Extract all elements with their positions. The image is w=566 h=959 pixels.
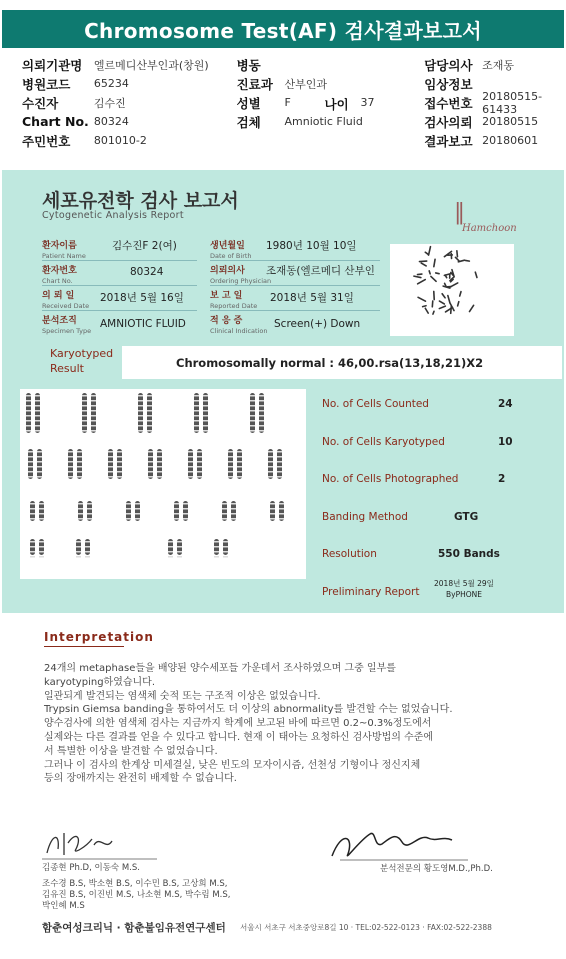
info-row xyxy=(22,74,562,93)
info-label: 주민번호 xyxy=(22,133,71,149)
info-value: 김수진 xyxy=(93,96,126,110)
interpretation-title: Interpretation xyxy=(44,630,154,644)
karyogram-chromosome xyxy=(148,449,153,479)
info-label: 검사의뢰 xyxy=(424,114,473,130)
karyogram-chromosome xyxy=(68,449,73,479)
metaphase-chromosome xyxy=(458,302,459,306)
karyogram-chromosome xyxy=(147,393,152,433)
karyogram-chromosome xyxy=(82,393,87,433)
interpretation-line: 24개의 metaphase들을 배양된 양수세포들 가운데서 조사하였으며 그중 일부를 xyxy=(44,663,396,674)
metaphase-chromosome xyxy=(418,280,426,284)
patient-info-grid xyxy=(22,55,562,150)
metaphase-chromosome xyxy=(414,276,421,277)
karyogram-chromosome xyxy=(37,449,42,479)
metaphase-chromosome xyxy=(465,260,469,261)
info-value: 20180601 xyxy=(482,134,539,147)
metaphase-chromosome xyxy=(431,276,436,281)
karyogram-chromosome xyxy=(228,449,233,479)
stat-label: No. of Cells Counted xyxy=(322,398,429,410)
logo-text: Hamchoon xyxy=(462,223,517,234)
info-label: 임상정보 xyxy=(424,76,473,92)
info-value: 801010-2 xyxy=(93,134,147,147)
physician-value: 조재동(엘르메디 산부인 xyxy=(266,265,375,277)
karyogram-chromosome xyxy=(237,449,242,479)
indication-value: Screen(+) Down xyxy=(274,318,361,330)
karyogram-chromosome xyxy=(91,393,96,433)
karyotyped-result-label: Karyotyped Result xyxy=(50,347,114,375)
metaphase-chromosome xyxy=(455,257,459,261)
metaphase-chromosome xyxy=(425,308,428,313)
karyogram-chromosome xyxy=(277,449,282,479)
karyogram-chromosome xyxy=(117,449,122,479)
indication-label: 적 응 증 Clinical Indication xyxy=(210,316,268,335)
info-value: 20180515 xyxy=(482,115,539,128)
interpretation-line: 서 특별한 이상을 발견할 수 없었습니다. xyxy=(44,745,218,757)
metaphase-chromosome xyxy=(460,292,461,296)
metaphase-chromosome xyxy=(439,306,445,308)
physician-label: 의뢰의사 Ordering Physician xyxy=(210,266,272,285)
karyogram-chromosome xyxy=(28,449,33,479)
metaphase-chromosome xyxy=(419,261,426,262)
footer-org: 함춘여성크리닉 · 함춘불임유전연구센터 xyxy=(42,922,226,934)
interpretation-line: Trypsin Giemsa banding을 통하여서도 더 이상의 abnormality를 발견할 수는 없었습니다. xyxy=(44,704,453,716)
staff-line-2: 김유진 B.S, 이진빈 M.S, 나소현 M.S, 박수림 M.S, xyxy=(42,890,231,900)
info-value: 80324 xyxy=(93,115,129,128)
age-value: 37 xyxy=(360,96,375,109)
received-date-value: 2018년 5월 16일 xyxy=(100,292,184,304)
info-label: 결과보고 xyxy=(424,133,473,149)
metaphase-chromosome xyxy=(429,271,430,274)
info-value: 20180515-61433 xyxy=(482,89,543,116)
karyotype-result: Chromosomally normal : 46,00.rsa(13,18,21)X2 xyxy=(122,346,562,379)
interpretation-line: karyotyping하였습니다. xyxy=(44,676,156,688)
stat-value: 2018년 5월 29일 xyxy=(434,578,494,588)
stat-label: No. of Cells Karyotyped xyxy=(322,435,445,448)
dob-value: 1980년 10월 10일 xyxy=(266,240,357,252)
hamchoon-logo: ‖ Hamchoon xyxy=(454,200,517,234)
interpretation-body xyxy=(44,662,514,786)
metaphase-chromosome xyxy=(421,263,426,266)
karyogram-chromosome xyxy=(194,393,199,433)
metaphase-chromosome xyxy=(433,311,434,314)
signature-right xyxy=(330,826,470,866)
footer xyxy=(42,920,522,935)
specimen-label: 분석조직 Specimen Type xyxy=(42,316,92,335)
info-label: Chart No. xyxy=(22,114,89,129)
info-label: 접수번호 xyxy=(424,95,473,111)
interpretation-line: 일관되게 발견되는 염색체 숫적 또는 구조적 이상은 없었습니다. xyxy=(44,690,321,702)
metaphase-chromosome xyxy=(452,270,454,277)
patient-name-label: 환자이름 Patient Name xyxy=(42,241,86,260)
metaphase-chromosome xyxy=(417,274,421,275)
metaphase-chromosome xyxy=(442,294,445,298)
karyogram-chromosome xyxy=(108,449,113,479)
karyogram-chromosome xyxy=(26,393,31,433)
metaphase-chromosome xyxy=(450,283,457,287)
staff-line-1: 조수경 B.S, 박소현 B.S, 이수민 B.S, 고상희 M.S, xyxy=(42,879,228,889)
info-label: 검체 xyxy=(236,114,261,130)
metaphase-chromosome xyxy=(475,272,477,277)
info-row xyxy=(22,112,562,131)
patient-name-value: 김수진F 2(여) xyxy=(112,240,177,252)
info-label: 병원코드 xyxy=(22,76,71,92)
signature-left-name: 김종현 Ph.D, 이동숙 M.S. xyxy=(42,863,140,873)
reported-date-label: 보 고 일 Reported Date xyxy=(210,291,258,310)
info-value: Amniotic Fluid xyxy=(284,115,363,128)
karyogram-chromosome xyxy=(259,393,264,433)
karyogram-chromosome xyxy=(35,393,40,433)
stat-label: Preliminary Report xyxy=(322,585,420,598)
interpretation-line: 그러나 이 검사의 한계상 미세결실, 낮은 빈도의 모자이시즘, 선천성 기형이나 정신지체 xyxy=(44,759,421,771)
karyogram-chromosome xyxy=(268,449,273,479)
info-value: 조재동 xyxy=(482,58,515,72)
metaphase-chromosome xyxy=(457,251,458,257)
reported-date-value: 2018년 5월 31일 xyxy=(270,292,354,304)
stat-value: 550 Bands xyxy=(438,548,500,560)
info-label: 담당의사 xyxy=(424,57,473,73)
metaphase-image xyxy=(390,244,514,336)
interpretation-line: 실제와는 다른 결과를 얻을 수 있다고 합니다. 현재 이 태아는 요청하신 검사방법의 수준에 xyxy=(44,731,434,743)
stat-value: GTG xyxy=(454,510,479,523)
info-row xyxy=(22,55,562,74)
signature-right-name: 분석전문의 황도영M.D.,Ph.D. xyxy=(380,864,493,874)
info-value: 산부인과 xyxy=(284,77,328,91)
karyogram-chromosome xyxy=(188,449,193,479)
metaphase-chromosome xyxy=(425,252,428,254)
metaphase-chromosome xyxy=(439,301,444,304)
stat-label: Banding Method xyxy=(322,510,408,523)
info-value: 65234 xyxy=(93,77,129,90)
karyogram-image xyxy=(20,389,306,579)
cytogenetic-report-panel xyxy=(2,170,564,613)
signature-left xyxy=(42,825,162,865)
karyogram-chromosome xyxy=(203,393,208,433)
stat-value: 2 xyxy=(498,473,506,485)
info-row xyxy=(22,131,562,150)
preliminary-sub: ByPHONE xyxy=(446,589,482,599)
dob-label: 생년월일 Date of Birth xyxy=(210,241,252,260)
interpretation-line: 양수검사에 의한 염색체 검사는 지금까지 학계에 보고된 바에 따르면 0.2~0.3%정도에서 xyxy=(44,718,432,730)
info-label: 병동 xyxy=(236,57,261,73)
staff-line-3: 박인혜 M.S xyxy=(42,901,85,911)
age-label: 나이 xyxy=(324,97,349,112)
metaphase-chromosome xyxy=(429,247,431,255)
interpretation-line: 등의 장애까지는 완전히 배제할 수 없습니다. xyxy=(44,773,237,785)
karyogram-chromosome xyxy=(138,393,143,433)
karyogram-chromosome xyxy=(77,449,82,479)
report-header-title: Chromosome Test(AF) 검사결과보고서 xyxy=(2,10,564,48)
karyogram-chromosome xyxy=(157,449,162,479)
info-label: 성별 xyxy=(236,95,261,111)
info-value: F xyxy=(284,96,291,109)
karyogram-chromosome xyxy=(250,393,255,433)
stat-label: No. of Cells Photographed xyxy=(322,473,459,485)
metaphase-chromosome xyxy=(436,273,439,274)
chart-no-label: 환자번호 Chart No. xyxy=(42,266,77,285)
info-label: 의뢰기관명 xyxy=(22,57,83,73)
stat-label: Resolution xyxy=(322,548,377,560)
metaphase-chromosome xyxy=(451,307,452,314)
metaphase-chromosome xyxy=(418,297,425,301)
stat-value: 10 xyxy=(498,435,513,448)
metaphase-chromosome xyxy=(434,259,435,266)
interpretation-underline xyxy=(44,646,124,647)
chart-no-value: 80324 xyxy=(130,266,164,278)
metaphase-chromosome xyxy=(469,305,473,311)
karyogram-chromosome xyxy=(197,449,202,479)
info-label: 진료과 xyxy=(236,76,273,92)
info-row xyxy=(22,89,562,116)
metaphase-chromosome xyxy=(423,306,426,307)
info-value: 엘르메디산부인과(창원) xyxy=(93,58,209,72)
report-title: 세포유전학 검사 보고서 xyxy=(42,190,239,212)
footer-address: 서울시 서초구 서초중앙로8길 10 · TEL:02-522-0123 · FAX:02-522-2388 xyxy=(240,923,492,932)
received-date-label: 의 뢰 일 Received Date xyxy=(42,291,90,310)
stat-value: 24 xyxy=(498,398,513,410)
specimen-value: AMNIOTIC FLUID xyxy=(100,318,186,330)
metaphase-chromosome xyxy=(448,296,450,303)
info-label: 수진자 xyxy=(22,95,59,111)
report-subtitle: Cytogenetic Analysis Report xyxy=(42,210,184,221)
